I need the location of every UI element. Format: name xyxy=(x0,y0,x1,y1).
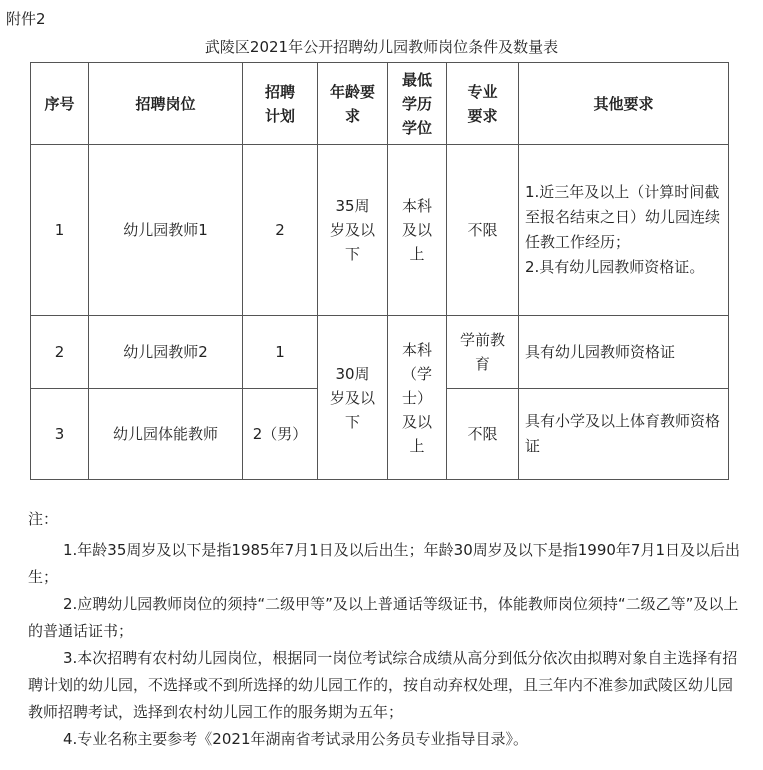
row2-seq: 2 xyxy=(31,316,89,389)
note-item: 1.年龄35周岁及以下是指1985年7月1日及以后出生；年龄30周岁及以下是指1990年7月1日及以后出生； xyxy=(28,541,741,586)
table-row xyxy=(31,316,729,389)
positions-table xyxy=(30,62,729,480)
note-item: 2.应聘幼儿园教师岗位的须持“二级甲等”及以上普通话等级证书，体能教师岗位须持“二级乙等”及以上的普通话证书； xyxy=(28,595,739,640)
table-row xyxy=(31,145,729,316)
row2-major: 学前教育 xyxy=(447,316,519,389)
row1-edu: 本科及以上 xyxy=(388,145,447,316)
row1-age: 35周岁及以下 xyxy=(318,145,388,316)
row1-major: 不限 xyxy=(447,145,519,316)
row1-position: 幼儿园教师1 xyxy=(89,145,243,316)
row3-other: 具有小学及以上体育教师资格证 xyxy=(519,389,729,480)
header-position: 招聘岗位 xyxy=(89,63,243,145)
note-item: 4.专业名称主要参考《2021年湖南省考试录用公务员专业指导目录》。 xyxy=(63,730,528,748)
header-major: 专业要求 xyxy=(447,63,519,145)
table-title: 武陵区2021年公开招聘幼儿园教师岗位条件及数量表 xyxy=(204,38,559,56)
row3-major: 不限 xyxy=(447,389,519,480)
header-edu: 最低学历学位 xyxy=(388,63,447,145)
header-plan: 招聘计划 xyxy=(243,63,318,145)
row1-plan: 2 xyxy=(243,145,318,316)
header-seq: 序号 xyxy=(31,63,89,145)
row2-3-age: 30周岁及以下 xyxy=(318,316,388,480)
note-item: 3.本次招聘有农村幼儿园岗位，根据同一岗位考试综合成绩从高分到低分依次由拟聘对象自主选择有招聘计划的幼儿园，不选择或不到所选择的幼儿园工作的，按自动弃权处理，且三年内不准参加武陵区幼儿园教师招聘考试，选择到农村幼儿园工作的服务期为五年； xyxy=(28,649,738,721)
header-age: 年龄要求 xyxy=(318,63,388,145)
row3-seq: 3 xyxy=(31,389,89,480)
row2-plan: 1 xyxy=(243,316,318,389)
row3-plan: 2（男） xyxy=(243,389,318,480)
row2-other: 具有幼儿园教师资格证 xyxy=(519,316,729,389)
row1-seq: 1 xyxy=(31,145,89,316)
row2-position: 幼儿园教师2 xyxy=(89,316,243,389)
notes-section xyxy=(28,506,740,753)
attachment-label: 附件2 xyxy=(6,10,46,28)
row3-position: 幼儿园体能教师 xyxy=(89,389,243,480)
row2-3-edu: 本科（学士）及以上 xyxy=(388,316,447,480)
header-row xyxy=(31,63,729,145)
notes-header: 注： xyxy=(28,510,59,528)
row1-other: 1.近三年及以上（计算时间截至报名结束之日）幼儿园连续任教工作经历； 2.具有幼儿园教师资格证。 xyxy=(519,145,729,316)
header-other: 其他要求 xyxy=(519,63,729,145)
